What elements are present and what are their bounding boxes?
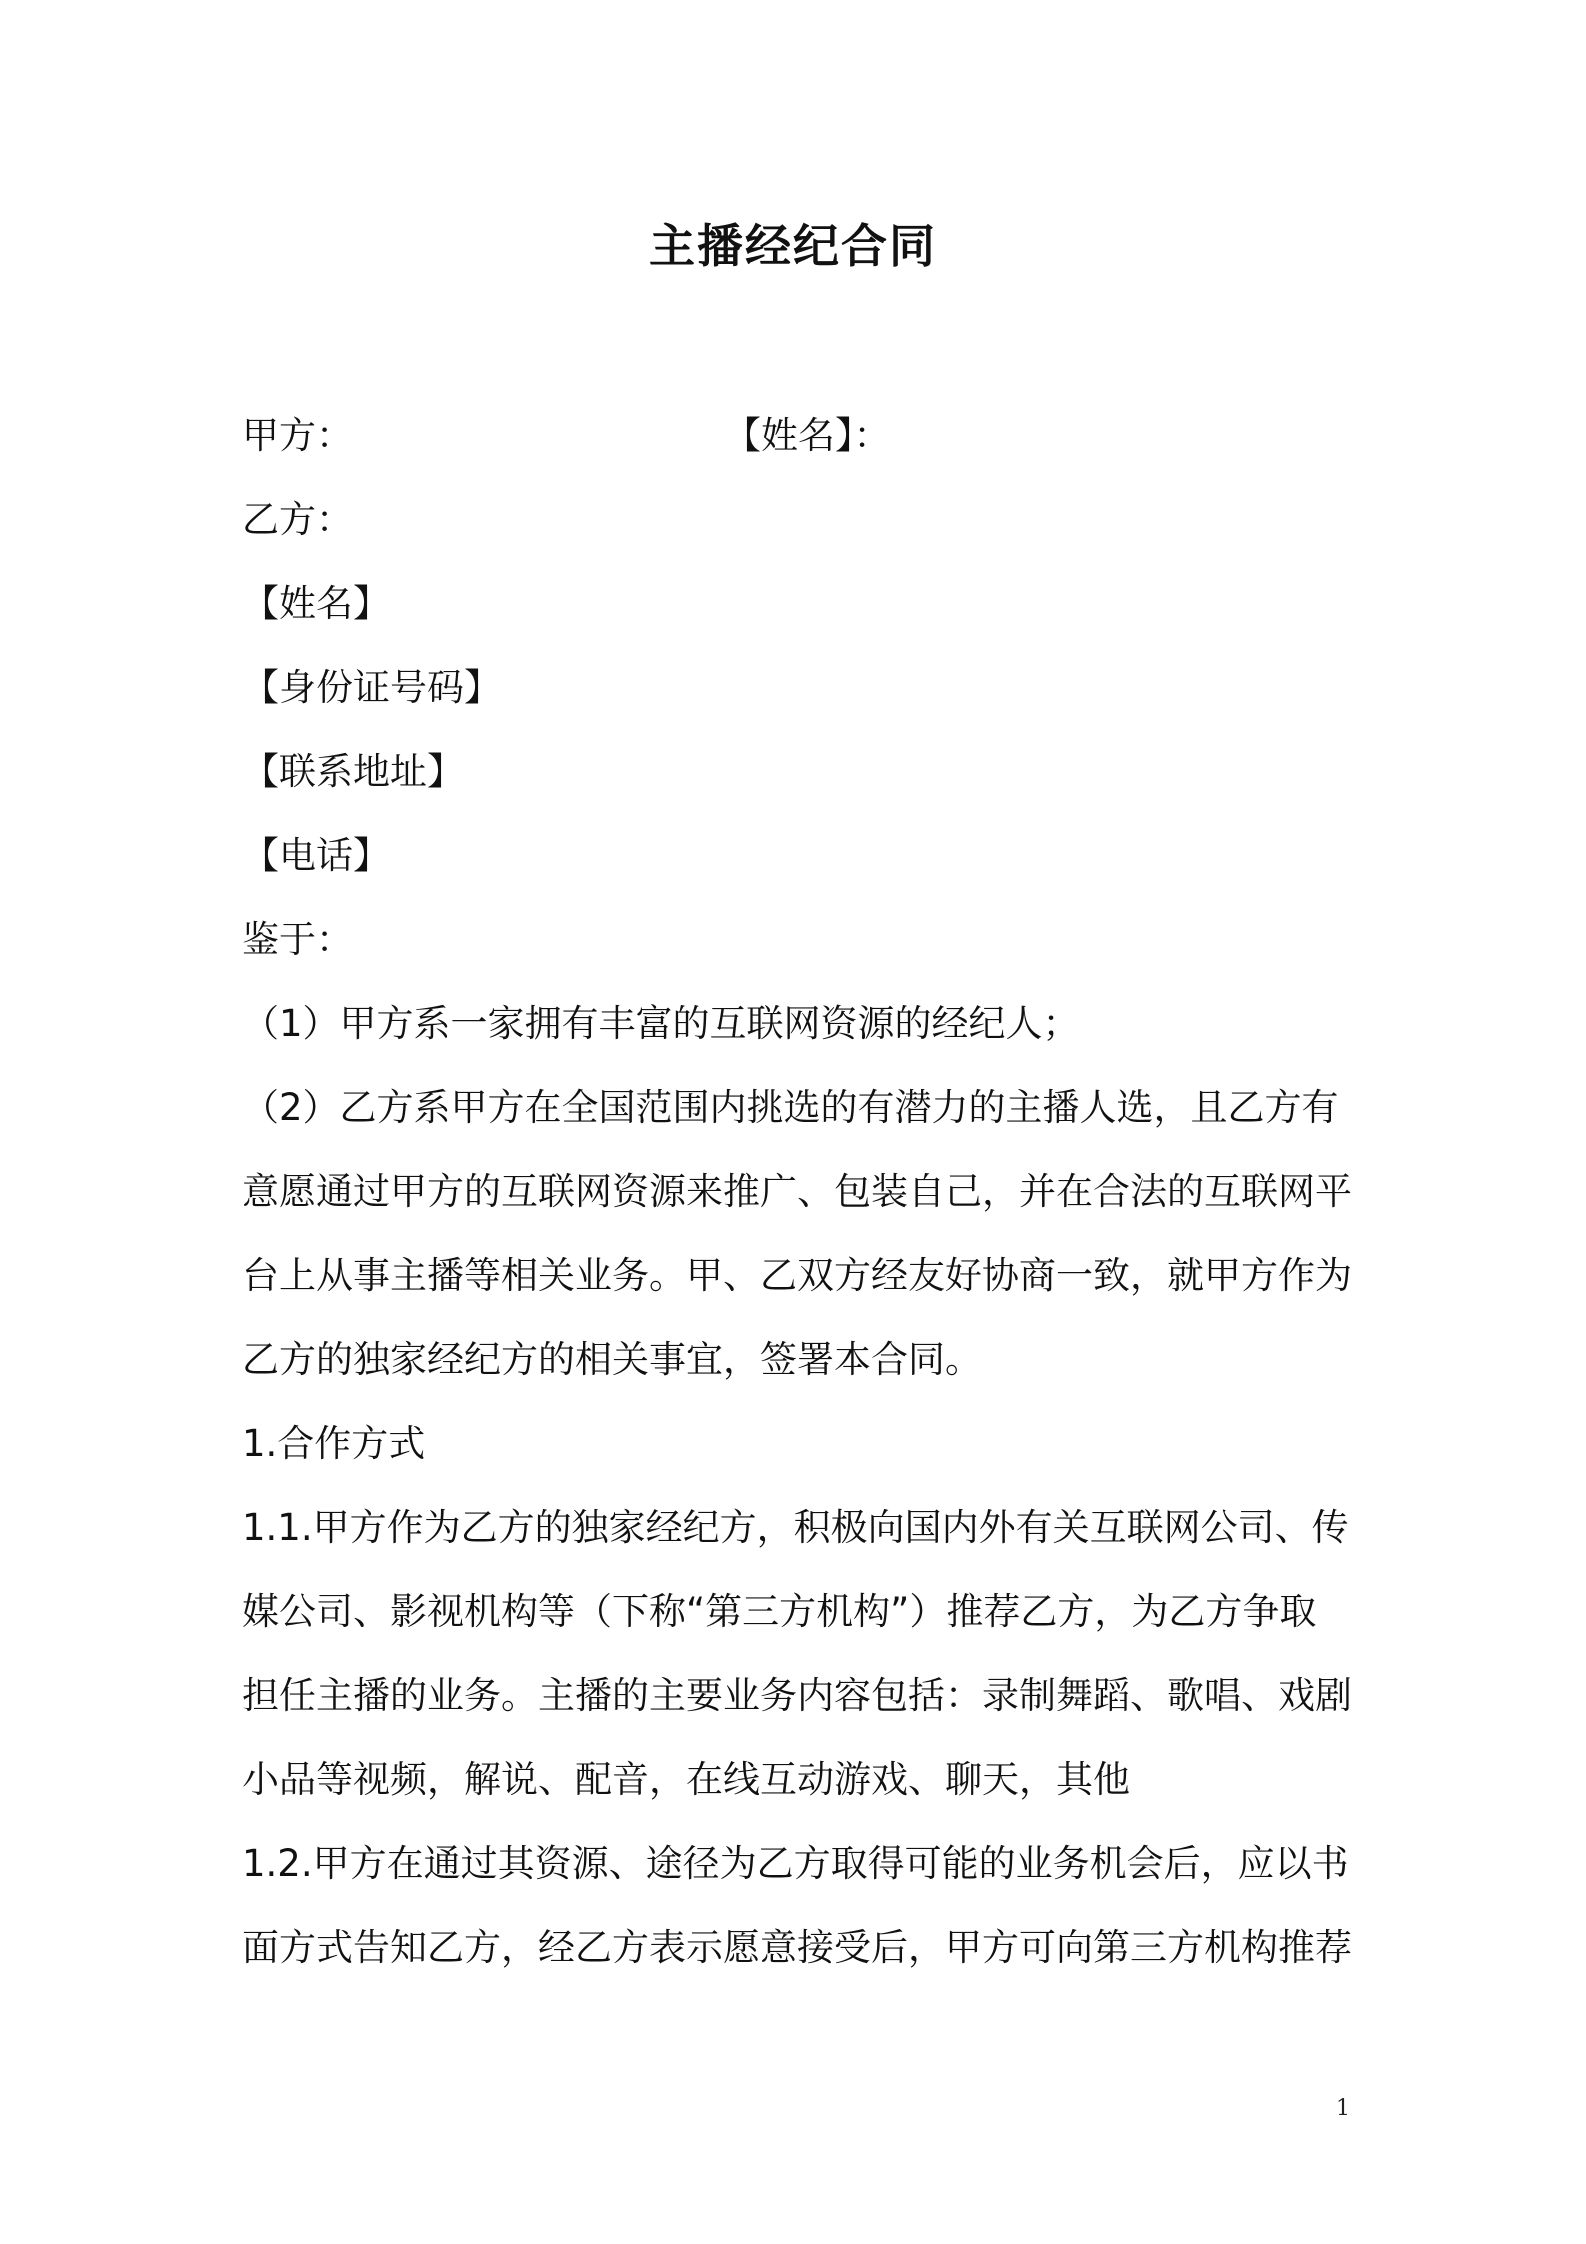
- paragraph-line: 1.2.甲方在通过其资源、途径为乙方取得可能的业务机会后，应以书: [242, 1842, 1349, 1885]
- section-heading: 1.合作方式: [242, 1422, 426, 1465]
- whereas-heading: 鉴于：: [242, 918, 353, 961]
- field-address: 【联系地址】: [242, 750, 464, 793]
- party-a-line: [242, 412, 891, 460]
- paragraph-line: 台上从事主播等相关业务。甲、乙双方经友好协商一致，就甲方作为: [242, 1254, 1352, 1297]
- paragraph-line: 担任主播的业务。主播的主要业务内容包括：录制舞蹈、歌唱、戏剧: [242, 1674, 1352, 1717]
- paragraph-line: 乙方的独家经纪方的相关事宜，签署本合同。: [242, 1338, 982, 1381]
- party-a-name-label: 【姓名】：: [724, 414, 891, 457]
- paragraph-line: 小品等视频，解说、配音，在线互动游戏、聊天，其他: [242, 1758, 1130, 1801]
- field-id-number: 【身份证号码】: [242, 666, 501, 709]
- paragraph-line: 意愿通过甲方的互联网资源来推广、包装自己，并在合法的互联网平: [242, 1170, 1352, 1213]
- party-a-label: 甲方：: [242, 414, 353, 457]
- paragraph-line: （2）乙方系甲方在全国范围内挑选的有潜力的主播人选，且乙方有: [242, 1086, 1339, 1129]
- field-name: 【姓名】: [242, 582, 390, 625]
- paragraph-line: （1）甲方系一家拥有丰富的互联网资源的经纪人；: [242, 1002, 1080, 1045]
- page-number: 1: [1336, 2096, 1350, 2121]
- paragraph-line: 媒公司、影视机构等（下称“第三方机构”）推荐乙方，为乙方争取: [242, 1590, 1317, 1633]
- field-phone: 【电话】: [242, 834, 390, 877]
- document-title: 主播经纪合同: [649, 219, 937, 273]
- party-b-label: 乙方：: [242, 498, 353, 541]
- paragraph-line: 面方式告知乙方，经乙方表示愿意接受后，甲方可向第三方机构推荐: [242, 1926, 1352, 1969]
- paragraph-line: 1.1.甲方作为乙方的独家经纪方，积极向国内外有关互联网公司、传: [242, 1506, 1349, 1549]
